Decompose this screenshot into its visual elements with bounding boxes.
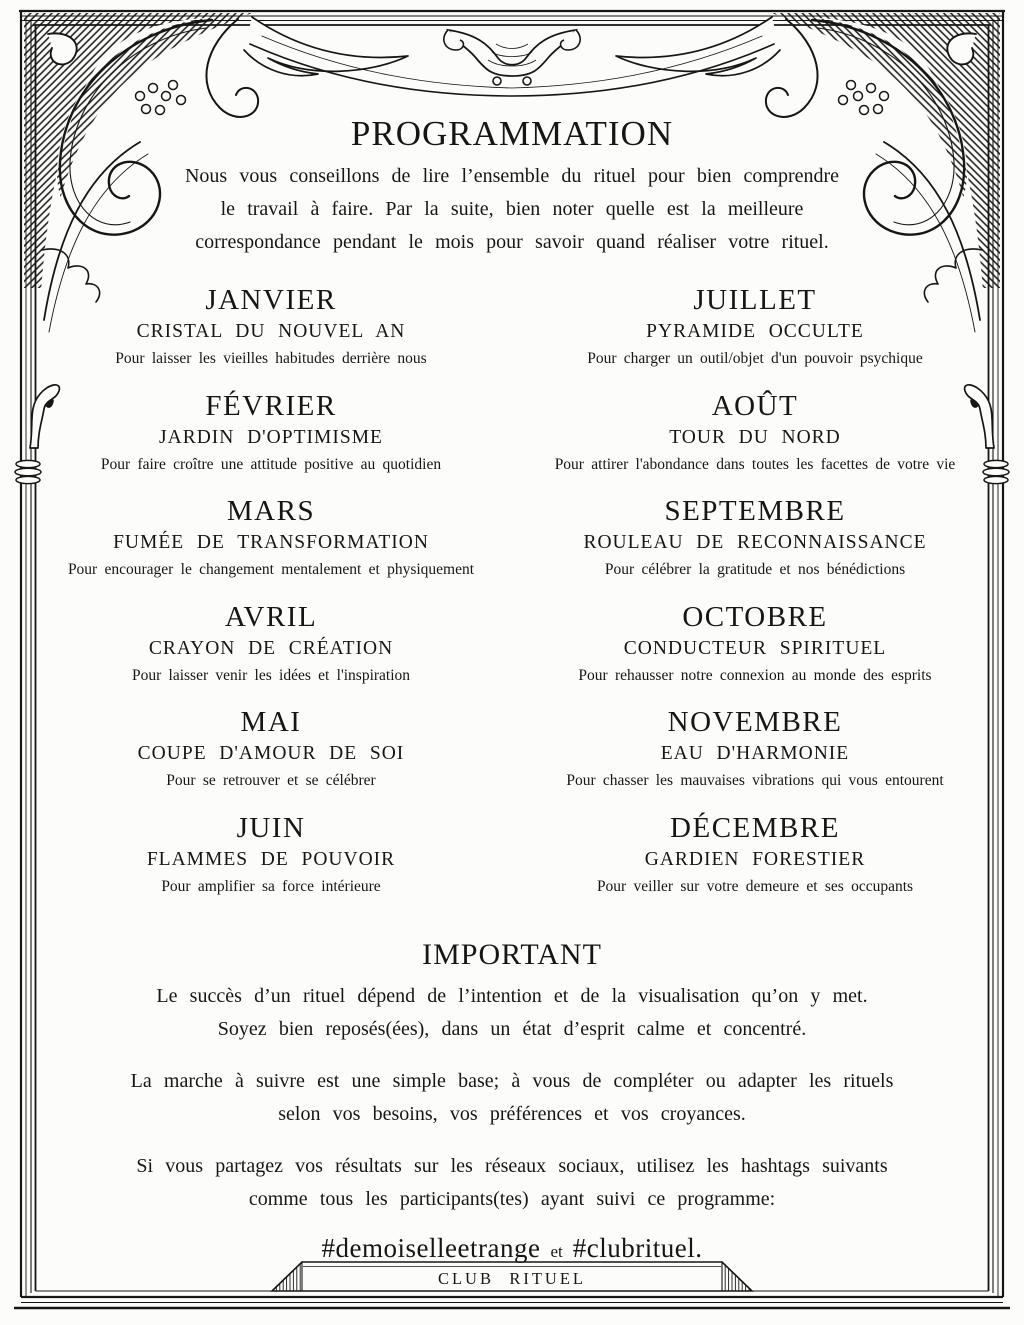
important-paragraph-2: La marche à suivre est une simple base; à vous de compléter ou adapter les rituels selon vos besoins, vos préférences et vos croyances. [130,1070,894,1125]
month-name: AOÛT [711,389,799,422]
month-ritual-title: FUMÉE DE TRANSFORMATION [113,532,429,553]
month-name: MAI [240,706,302,738]
month-entry [36,600,506,706]
month-ritual-title: GARDIEN FORESTIER [644,848,866,870]
important-paragraph-1: Le succès d’un rituel dépend de l’intention et de la visualisation qu’on y met. Soyez bien reposés(ées), dans un état d’esprit calme et concentré. [156,985,868,1040]
month-name: JUILLET [693,284,817,316]
month-ritual-description: Pour encourager le changement mentalement et physiquement [67,561,475,578]
month-entry [520,494,990,600]
month-ritual-description: Pour attirer l'abondance dans toutes les facettes de votre vie [554,455,956,473]
month-entry [520,705,990,811]
month-ritual-description: Pour amplifier sa force intérieure [161,877,381,895]
month-ritual-title: CRAYON DE CRÉATION [148,637,394,659]
month-name: AVRIL [224,600,318,633]
months-column-left [36,283,506,916]
top-center-cartouche [444,30,580,85]
month-ritual-title: COUPE D'AMOUR DE SOI [137,743,405,764]
month-entry [520,811,990,917]
month-ritual-title: TOUR DU NORD [669,426,841,448]
month-ritual-description: Pour chasser les mauvaises vibrations qui vous entourent [566,772,944,789]
month-ritual-title: PYRAMIDE OCCULTE [646,321,864,342]
club-rituel-banner-label: CLUB RITUEL [437,1269,587,1288]
month-name: DÉCEMBRE [670,811,840,844]
page-title: PROGRAMMATION [350,114,674,153]
bottom-plinth [14,1291,1010,1308]
month-name: OCTOBRE [682,600,828,633]
month-entry [520,389,990,495]
month-name: NOVEMBRE [667,706,843,738]
month-ritual-description: Pour rehausser notre connexion au monde des esprits [578,666,932,684]
important-paragraph-3: Si vous partagez vos résultats sur les réseaux sociaux, utilisez les hashtags suivants comme tous les participants(tes) ayant suivi ce programme: [136,1155,888,1210]
month-entry [36,283,506,389]
intro-paragraph: Nous vous conseillons de lire l’ensemble du rituel pour bien comprendre le travail à faire. Par la suite, bien noter quelle est la meilleure correspondance pendant le mois pour savoir quand réaliser votre rituel. [184,165,840,253]
month-entry [36,494,506,600]
month-ritual-description: Pour célébrer la gratitude et nos bénédictions [604,561,906,578]
month-name: SEPTEMBRE [664,495,846,527]
month-ritual-title: JARDIN D'OPTIMISME [159,426,383,448]
hashtag-demoiselleetrange: #demoiselleetrange [321,1233,541,1263]
month-ritual-description: Pour faire croître une attitude positive au quotidien [100,455,442,473]
month-name: JUIN [236,811,306,844]
month-ritual-description: Pour laisser les vieilles habitudes derrière nous [115,350,427,367]
month-ritual-description: Pour se retrouver et se célébrer [166,772,376,789]
month-ritual-description: Pour veiller sur votre demeure et ses occupants [596,877,914,895]
month-ritual-title: CRISTAL DU NOUVEL AN [136,321,406,342]
month-name: MARS [226,495,316,527]
month-entry [36,811,506,917]
hashtag-row [0,1230,1024,1270]
important-section [0,936,1024,1270]
month-ritual-description: Pour charger un outil/objet d'un pouvoir psychique [587,350,923,367]
month-ritual-title: EAU D'HARMONIE [660,743,850,764]
month-ritual-title: CONDUCTEUR SPIRITUEL [623,637,887,659]
month-entry [520,283,990,389]
month-ritual-description: Pour laisser venir les idées et l'inspiration [131,666,411,684]
month-entry [36,389,506,495]
header-section [0,112,1024,259]
months-column-right [520,283,990,916]
important-title: IMPORTANT [422,938,602,971]
month-ritual-title: FLAMMES DE POUVOIR [146,848,396,870]
month-entry [36,705,506,811]
month-name: FÉVRIER [205,389,337,422]
month-ritual-title: ROULEAU DE RECONNAISSANCE [583,532,927,553]
hashtag-clubrituel: #clubrituel. [572,1233,703,1263]
month-entry [520,600,990,706]
hashtag-connector: et [550,1242,563,1261]
month-name: JANVIER [205,284,337,316]
